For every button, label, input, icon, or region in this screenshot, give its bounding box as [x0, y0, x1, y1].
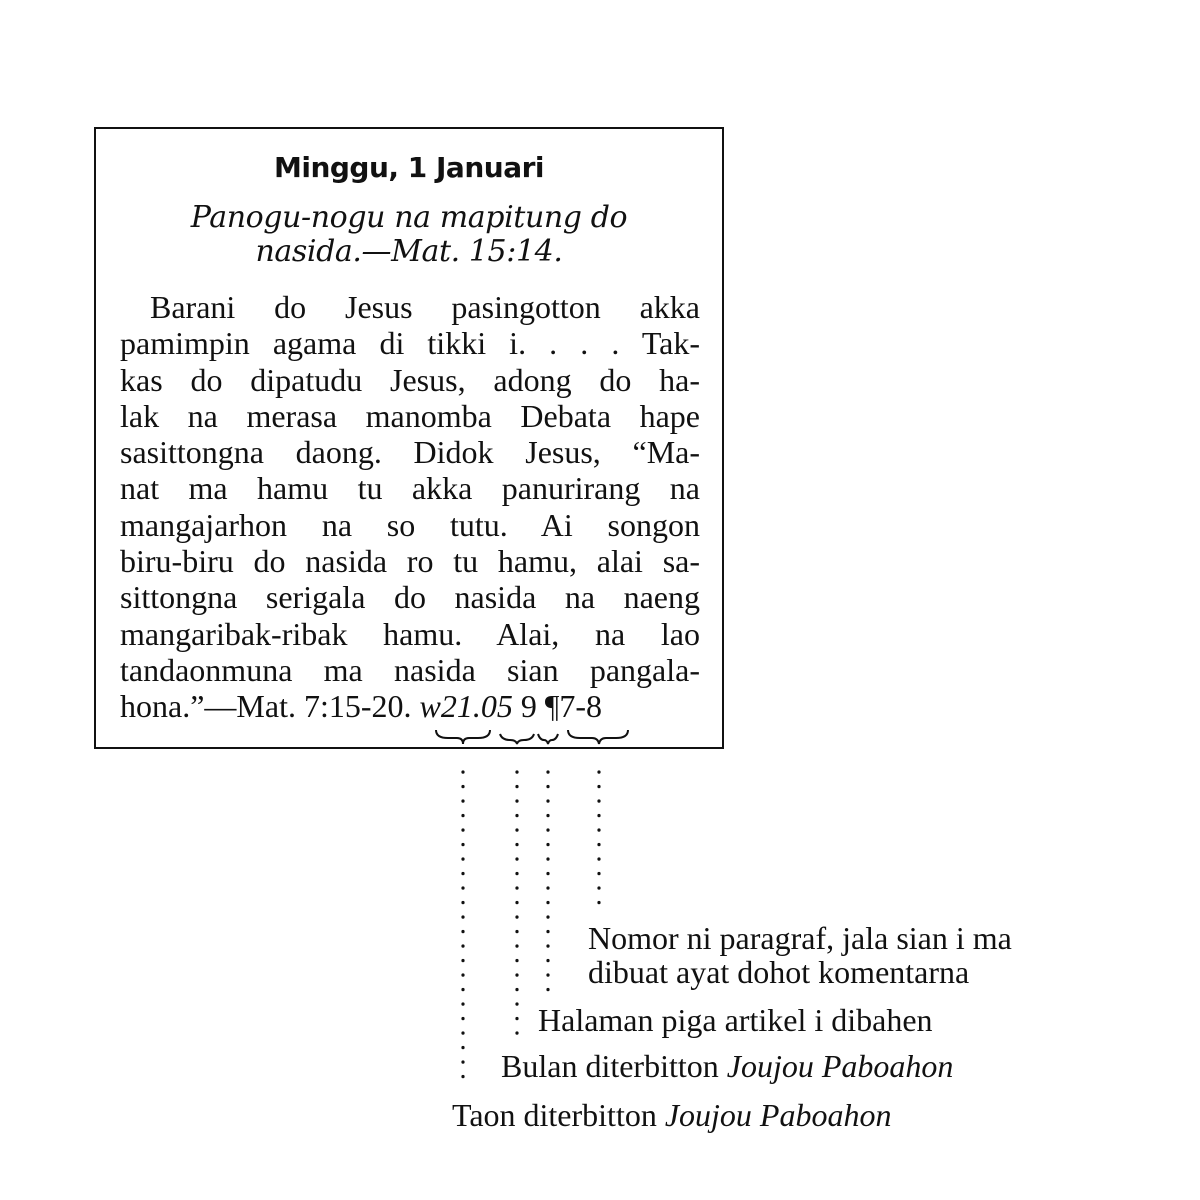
label-year	[452, 1098, 891, 1132]
brace-page	[538, 734, 558, 744]
brace-year	[436, 730, 490, 744]
label-year-publication: Joujou Paboahon	[664, 1097, 892, 1133]
body-line: nat ma hamu tu akka panurirang na	[120, 470, 700, 507]
body-line: lak na merasa manomba Debata hape	[120, 397, 700, 434]
body-line: mangaribak-ribak hamu. Alai, na lao	[120, 615, 700, 652]
body-line: kas do dipatudu Jesus, adong do ha-	[120, 361, 700, 398]
reference-year-code: w21	[419, 688, 473, 725]
brace-paragraph	[568, 730, 628, 744]
theme-verse-line-1: Panogu-nogu na mapitung do	[190, 200, 628, 235]
label-page: Halaman piga artikel i dibahen	[538, 1002, 933, 1038]
body-last-line-text: hona.”—Mat. 7:15-20.	[120, 688, 412, 725]
label-month-publication: Joujou Paboahon	[726, 1048, 954, 1084]
body-line: mangajarhon na so tutu. Ai songon	[120, 506, 700, 543]
body-line: Barani do Jesus pasingotton akka	[150, 289, 700, 325]
label-paragraph-line-1: Nomor ni paragraf, jala sian i ma	[588, 920, 1012, 956]
label-year-prefix: Taon diterbitton	[452, 1097, 665, 1133]
body-line: sittongna serigala do nasida na naeng	[120, 579, 700, 616]
body-line: biru-biru do nasida ro tu hamu, alai sa-	[120, 543, 700, 580]
body-line: pamimpin agama di tikki i. . . . Tak-	[120, 325, 700, 362]
label-paragraph-line-2: dibuat ayat dohot komentarna	[588, 954, 970, 990]
theme-verse-line-2: nasida.—Mat. 15:14.	[255, 234, 563, 269]
label-paragraph	[588, 921, 1012, 989]
body-line: tandaonmuna ma nasida sian pangala-	[120, 651, 700, 688]
day-title: Minggu, 1 Januari	[273, 151, 544, 184]
body-line: sasittongna daong. Didok Jesus, “Ma-	[120, 434, 700, 471]
reference-paragraphs: ¶7-8	[544, 688, 602, 725]
brace-month	[500, 734, 534, 744]
reference-month-code: .05	[472, 688, 513, 725]
reference-page: 9	[520, 688, 537, 725]
label-month-prefix: Bulan diterbitton	[501, 1048, 727, 1084]
label-month	[501, 1049, 953, 1083]
